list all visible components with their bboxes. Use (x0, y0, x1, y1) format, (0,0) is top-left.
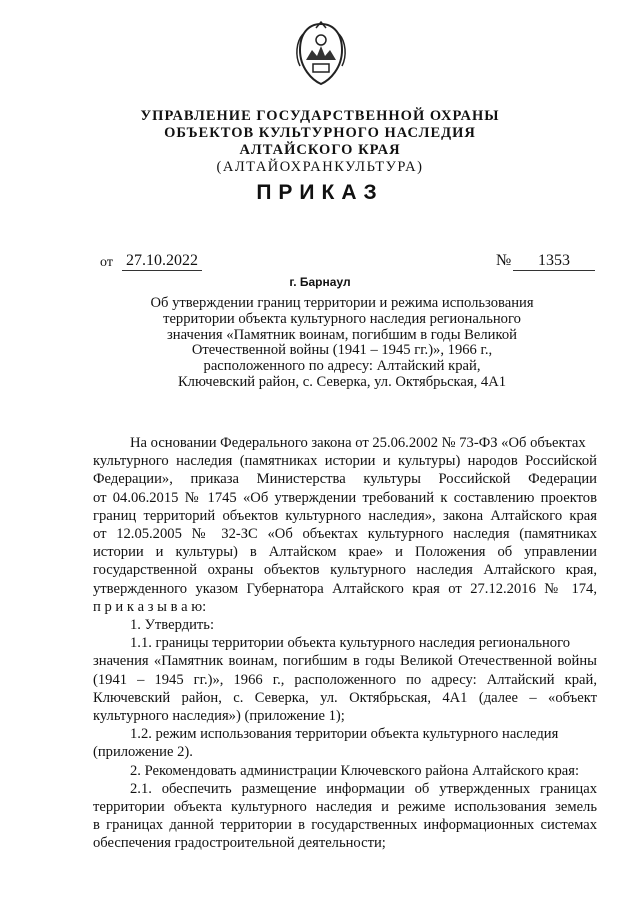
body-line: государственной охраны объектов культурного наследия Алтайского края, (93, 562, 597, 579)
body-line: обеспечения градостроительной деятельности; (93, 835, 386, 852)
body-line: от 04.06.2015 № 1745 «Об утверждении требований к составлению проектов (93, 489, 597, 506)
body-line: 2.1. обеспечить размещение информации об утвержденных границах (130, 780, 597, 797)
body-line: 2. Рекомендовать администрации Ключевского района Алтайского края: (130, 762, 580, 779)
body-line: истории и культуры) в Алтайском крае» и Положения об управлении (93, 544, 597, 561)
body-line: Федерации», приказа Министерства культуры Российской Федерации (93, 471, 597, 488)
subject-line: расположенного по адресу: Алтайский край, (203, 358, 481, 375)
body-line: (1941 – 1945 гг.)», 1966 г., расположенного по адресу: Алтайский край, (93, 671, 597, 688)
body-line: значения «Памятник воинам, погибшим в годы Великой Отечественной войны (93, 653, 597, 670)
body-line: 1.1. границы территории объекта культурного наследия регионального (130, 635, 570, 652)
subject-line: значения «Памятник воинам, погибшим в годы Великой (167, 326, 517, 343)
body-line: утвержденного указом Губернатора Алтайского края от 27.12.2016 № 174, (93, 580, 597, 597)
body-line: На основании Федерального закона от 25.06.2002 № 73-ФЗ «Об объектах (130, 435, 586, 451)
org-name-line2: ОБЪЕКТОВ КУЛЬТУРНОГО НАСЛЕДИЯ (164, 125, 476, 141)
body-line: Ключевский район, с. Северка, ул. Октябрьская, 4А1 (далее – «объект (93, 689, 597, 706)
coat-of-arms-emblem (286, 20, 356, 90)
document-number: 1353 (513, 252, 595, 271)
subject-line: Отечественной войны (1941 – 1945 гг.)», 1966 г., (191, 342, 493, 359)
body-line: границ территорий объектов культурного наследия», закона Алтайского края (93, 507, 597, 524)
document-body (93, 434, 597, 853)
subject-line: Об утверждении границ территории и режима использования (150, 295, 534, 311)
body-line: от 12.05.2005 № 32-ЗС «Об объектах культурного наследия (памятниках (93, 526, 597, 543)
number-label: № (496, 252, 512, 269)
org-short-name: (АЛТАЙОХРАНКУЛЬТУРА) (216, 159, 424, 175)
document-date: 27.10.2022 (122, 252, 202, 271)
body-line: территории объекта культурного наследия и режиме использования земель (93, 799, 597, 816)
org-name-line1: УПРАВЛЕНИЕ ГОСУДАРСТВЕННОЙ ОХРАНЫ (140, 108, 500, 124)
body-line: 1. Утвердить: (130, 617, 215, 634)
subject-line: Ключевский район, с. Северка, ул. Октябрьская, 4А1 (177, 373, 507, 390)
org-name-line3: АЛТАЙСКОГО КРАЯ (239, 142, 401, 158)
document-type-title: ПРИКАЗ (256, 181, 384, 204)
city-name: г. Барнаул (289, 275, 351, 289)
body-line: в границах данной территории в государственных информационных системах (93, 817, 597, 834)
subject-line: территории объекта культурного наследия регионального (163, 310, 521, 327)
document-subject (130, 296, 554, 391)
body-line: культурного наследия») (приложение 1); (93, 708, 345, 725)
body-line: культурного наследия (памятниках истории и культуры) народов Российской (93, 453, 597, 470)
body-line: 1.2. режим использования территории объекта культурного наследия (130, 726, 559, 743)
body-line: (приложение 2). (93, 744, 193, 761)
body-line: п р и к а з ы в а ю: (93, 598, 207, 615)
date-label: от (100, 255, 113, 270)
